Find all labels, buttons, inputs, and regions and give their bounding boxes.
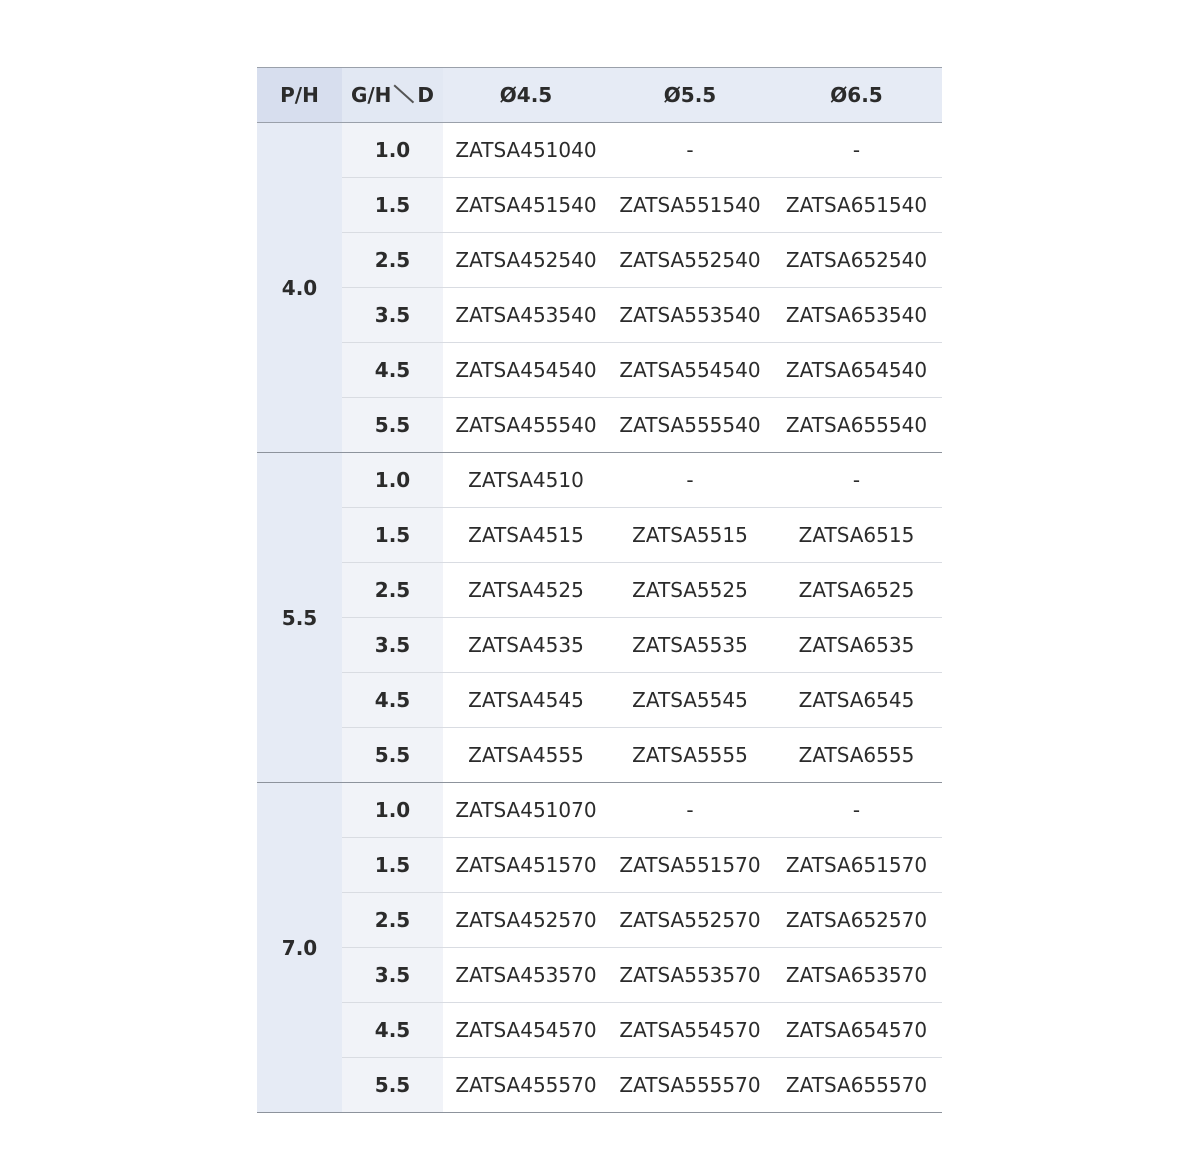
table-row (257, 398, 942, 453)
product-code-cell-d2: ZATSA5545 (609, 673, 771, 728)
product-code-cell-d3: ZATSA652540 (771, 233, 942, 288)
gh-value-cell: 2.5 (342, 233, 443, 288)
product-code-cell-d1: ZATSA455570 (443, 1058, 609, 1113)
product-code-cell-d3: - (771, 783, 942, 838)
product-code-cell-d2: ZATSA552540 (609, 233, 771, 288)
product-code-cell-d1: ZATSA4535 (443, 618, 609, 673)
product-code-cell-d3: ZATSA6555 (771, 728, 942, 783)
table-row (257, 123, 942, 178)
gh-value-cell: 4.5 (342, 343, 443, 398)
product-code-table (257, 67, 942, 1113)
gh-value-cell: 4.5 (342, 673, 443, 728)
gh-value-cell: 5.5 (342, 1058, 443, 1113)
gh-value-cell: 1.0 (342, 453, 443, 508)
product-code-cell-d2: ZATSA554540 (609, 343, 771, 398)
product-code-cell-d2: ZATSA554570 (609, 1003, 771, 1058)
product-code-cell-d1: ZATSA453570 (443, 948, 609, 1003)
header-ph: P/H (257, 68, 342, 123)
product-code-cell-d2: - (609, 783, 771, 838)
ph-value-cell: 5.5 (257, 453, 342, 783)
table-row (257, 618, 942, 673)
product-code-cell-d2: ZATSA555540 (609, 398, 771, 453)
product-code-cell-d3: ZATSA653570 (771, 948, 942, 1003)
product-code-cell-d1: ZATSA4510 (443, 453, 609, 508)
gh-value-cell: 1.0 (342, 123, 443, 178)
product-code-cell-d1: ZATSA4545 (443, 673, 609, 728)
product-code-cell-d3: ZATSA655540 (771, 398, 942, 453)
table-header (257, 68, 942, 123)
product-code-cell-d2: ZATSA555570 (609, 1058, 771, 1113)
product-code-cell-d2: ZATSA553540 (609, 288, 771, 343)
table-row (257, 948, 942, 1003)
table-row (257, 893, 942, 948)
product-code-cell-d1: ZATSA451540 (443, 178, 609, 233)
gh-value-cell: 5.5 (342, 728, 443, 783)
table-row (257, 453, 942, 508)
table-row (257, 783, 942, 838)
product-code-cell-d3: - (771, 453, 942, 508)
gh-value-cell: 5.5 (342, 398, 443, 453)
product-code-cell-d2: ZATSA552570 (609, 893, 771, 948)
table-row (257, 728, 942, 783)
header-row (257, 68, 942, 123)
header-d3: Ø6.5 (771, 68, 942, 123)
gh-value-cell: 2.5 (342, 563, 443, 618)
product-code-cell-d2: ZATSA551540 (609, 178, 771, 233)
table-row (257, 233, 942, 288)
gh-value-cell: 3.5 (342, 618, 443, 673)
product-code-cell-d1: ZATSA451070 (443, 783, 609, 838)
gh-value-cell: 2.5 (342, 893, 443, 948)
product-code-cell-d3: ZATSA6535 (771, 618, 942, 673)
header-d1: Ø4.5 (443, 68, 609, 123)
product-code-cell-d1: ZATSA4555 (443, 728, 609, 783)
table-row (257, 343, 942, 398)
product-code-cell-d1: ZATSA452570 (443, 893, 609, 948)
product-code-cell-d1: ZATSA454570 (443, 1003, 609, 1058)
ph-value-cell: 7.0 (257, 783, 342, 1113)
table-row (257, 1058, 942, 1113)
product-code-cell-d3: ZATSA654540 (771, 343, 942, 398)
table-row (257, 288, 942, 343)
product-code-cell-d1: ZATSA451570 (443, 838, 609, 893)
gh-value-cell: 3.5 (342, 288, 443, 343)
header-gh-label: G/H (350, 83, 392, 107)
table-row (257, 178, 942, 233)
product-code-cell-d3: ZATSA651570 (771, 838, 942, 893)
product-code-cell-d2: ZATSA5535 (609, 618, 771, 673)
product-code-cell-d2: ZATSA553570 (609, 948, 771, 1003)
product-code-cell-d2: ZATSA5515 (609, 508, 771, 563)
gh-value-cell: 4.5 (342, 1003, 443, 1058)
table-body (257, 123, 942, 1113)
product-code-cell-d1: ZATSA4515 (443, 508, 609, 563)
ph-value-cell: 4.0 (257, 123, 342, 453)
product-code-cell-d3: ZATSA6515 (771, 508, 942, 563)
product-code-cell-d3: ZATSA653540 (771, 288, 942, 343)
gh-value-cell: 1.5 (342, 838, 443, 893)
gh-value-cell: 1.0 (342, 783, 443, 838)
product-code-cell-d1: ZATSA454540 (443, 343, 609, 398)
product-code-cell-d1: ZATSA452540 (443, 233, 609, 288)
product-code-cell-d2: ZATSA5555 (609, 728, 771, 783)
product-code-cell-d1: ZATSA455540 (443, 398, 609, 453)
gh-value-cell: 1.5 (342, 178, 443, 233)
product-code-cell-d3: - (771, 123, 942, 178)
gh-value-cell: 1.5 (342, 508, 443, 563)
product-code-cell-d2: ZATSA551570 (609, 838, 771, 893)
table-row (257, 673, 942, 728)
product-code-cell-d1: ZATSA453540 (443, 288, 609, 343)
product-code-cell-d3: ZATSA654570 (771, 1003, 942, 1058)
header-d2: Ø5.5 (609, 68, 771, 123)
product-code-cell-d1: ZATSA4525 (443, 563, 609, 618)
table-row (257, 838, 942, 893)
gh-value-cell: 3.5 (342, 948, 443, 1003)
product-code-cell-d2: ZATSA5525 (609, 563, 771, 618)
product-code-cell-d1: ZATSA451040 (443, 123, 609, 178)
product-code-cell-d3: ZATSA655570 (771, 1058, 942, 1113)
product-code-cell-d2: - (609, 123, 771, 178)
diagonal-slash-icon (393, 84, 415, 104)
header-d-label: D (417, 83, 435, 107)
product-code-cell-d3: ZATSA652570 (771, 893, 942, 948)
product-code-cell-d3: ZATSA6525 (771, 563, 942, 618)
table-row (257, 508, 942, 563)
product-code-cell-d2: - (609, 453, 771, 508)
product-code-cell-d3: ZATSA651540 (771, 178, 942, 233)
product-code-table-container (257, 67, 942, 1113)
table-row (257, 1003, 942, 1058)
table-row (257, 563, 942, 618)
header-gh-d (342, 68, 443, 123)
product-code-cell-d3: ZATSA6545 (771, 673, 942, 728)
